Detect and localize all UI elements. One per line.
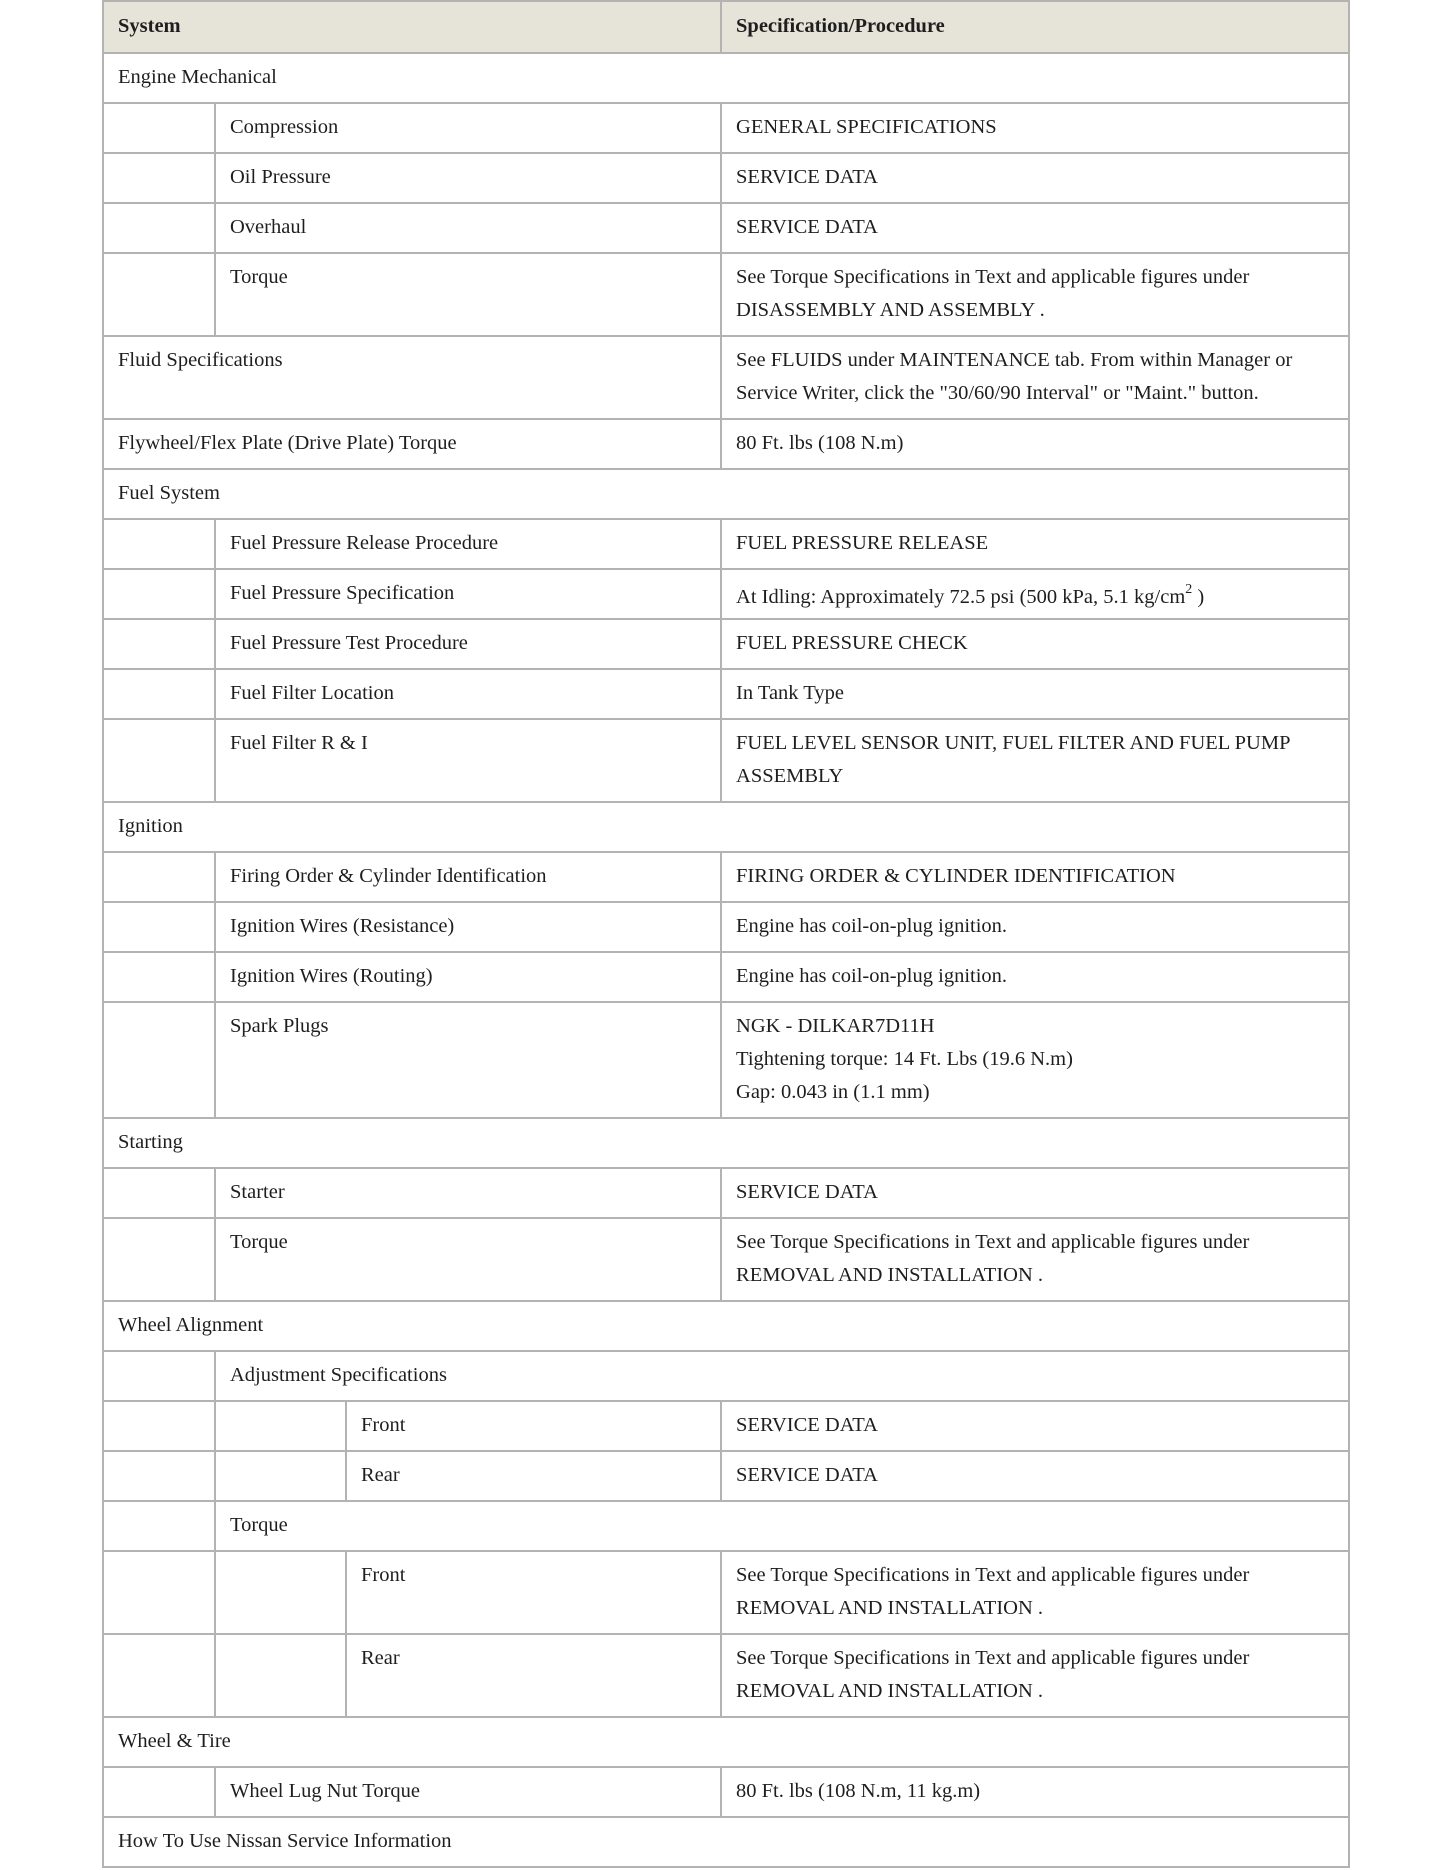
indent-cell (103, 1551, 215, 1634)
indent-cell (103, 1501, 215, 1551)
indent-cell (215, 1551, 346, 1634)
indent-cell (103, 1168, 215, 1218)
table-row (103, 1551, 1349, 1634)
row-label-torque-rear: Rear (346, 1634, 721, 1717)
row-value-fuel-pressure-test: FUEL PRESSURE CHECK (721, 619, 1349, 669)
spark-plug-model: NGK - DILKAR7D11H (736, 1015, 935, 1037)
indent-cell (103, 1767, 215, 1817)
row-label-adjustment-front: Front (346, 1401, 721, 1451)
indent-cell (103, 952, 215, 1002)
subsection-row (103, 1501, 1349, 1551)
row-label-compression: Compression (215, 103, 721, 153)
row-label-lug-nut-torque: Wheel Lug Nut Torque (215, 1767, 721, 1817)
table-row (103, 852, 1349, 902)
table-row (103, 1168, 1349, 1218)
fuel-pressure-spec-text: At Idling: Approximately 72.5 psi (500 kPa, 5.1 kg/cm (736, 586, 1186, 608)
indent-cell (103, 1218, 215, 1301)
indent-cell (103, 253, 215, 336)
table-row (103, 519, 1349, 569)
section-fuel-system: Fuel System (103, 469, 1349, 519)
section-row-alignment (103, 1301, 1349, 1351)
subsection-adjustment-specifications: Adjustment Specifications (215, 1351, 1349, 1401)
table-row (103, 1002, 1349, 1118)
table-row (103, 902, 1349, 952)
section-row-starting (103, 1118, 1349, 1168)
specifications-table (102, 0, 1350, 1868)
table-row (103, 1451, 1349, 1501)
row-value-adjustment-rear: SERVICE DATA (721, 1451, 1349, 1501)
row-label-flywheel-torque: Flywheel/Flex Plate (Drive Plate) Torque (103, 419, 721, 469)
row-value-starting-torque: See Torque Specifications in Text and applicable figures under REMOVAL AND INSTALLATION . (721, 1218, 1349, 1301)
indent-cell (103, 1451, 215, 1501)
row-value-firing-order: FIRING ORDER & CYLINDER IDENTIFICATION (721, 852, 1349, 902)
table-row (103, 1767, 1349, 1817)
indent-cell (103, 902, 215, 952)
table-row (103, 1218, 1349, 1301)
table-row (103, 336, 1349, 419)
row-value-lug-nut-torque: 80 Ft. lbs (108 N.m, 11 kg.m) (721, 1767, 1349, 1817)
row-label-ignition-wires-routing: Ignition Wires (Routing) (215, 952, 721, 1002)
indent-cell (103, 103, 215, 153)
indent-cell (103, 1002, 215, 1118)
table-row (103, 719, 1349, 802)
row-label-oil-pressure: Oil Pressure (215, 153, 721, 203)
indent-cell (103, 1401, 215, 1451)
row-value-torque-rear: See Torque Specifications in Text and applicable figures under REMOVAL AND INSTALLATION . (721, 1634, 1349, 1717)
section-row-engine (103, 53, 1349, 103)
row-label-starter: Starter (215, 1168, 721, 1218)
section-starting: Starting (103, 1118, 1349, 1168)
fuel-pressure-spec-tail: ) (1192, 586, 1205, 608)
table-row (103, 153, 1349, 203)
row-value-fuel-filter-location: In Tank Type (721, 669, 1349, 719)
indent-cell (103, 719, 215, 802)
row-label-engine-torque: Torque (215, 253, 721, 336)
row-value-ignition-wires-routing: Engine has coil-on-plug ignition. (721, 952, 1349, 1002)
table-row (103, 1634, 1349, 1717)
row-value-fluid-specifications: See FLUIDS under MAINTENANCE tab. From within Manager or Service Writer, click the "30/60/90 Interval" or "Maint." button. (721, 336, 1349, 419)
table-row (103, 419, 1349, 469)
row-label-ignition-wires-resistance: Ignition Wires (Resistance) (215, 902, 721, 952)
row-value-oil-pressure: SERVICE DATA (721, 153, 1349, 203)
row-label-fuel-pressure-spec: Fuel Pressure Specification (215, 569, 721, 619)
subsection-row (103, 1351, 1349, 1401)
indent-cell (103, 203, 215, 253)
row-label-fuel-pressure-release: Fuel Pressure Release Procedure (215, 519, 721, 569)
table-row (103, 619, 1349, 669)
section-engine-mechanical: Engine Mechanical (103, 53, 1349, 103)
subsection-alignment-torque: Torque (215, 1501, 1349, 1551)
table-row (103, 203, 1349, 253)
spark-plug-gap: Gap: 0.043 in (1.1 mm) (736, 1081, 930, 1103)
how-to-use-link[interactable]: How To Use Nissan Service Information (103, 1817, 1349, 1867)
section-wheel-tire: Wheel & Tire (103, 1717, 1349, 1767)
row-label-fuel-pressure-test: Fuel Pressure Test Procedure (215, 619, 721, 669)
indent-cell (103, 519, 215, 569)
table-row (103, 253, 1349, 336)
indent-cell (103, 619, 215, 669)
header-system: System (103, 1, 721, 53)
section-row-ignition (103, 802, 1349, 852)
row-value-spark-plugs (721, 1002, 1349, 1118)
row-label-fluid-specifications: Fluid Specifications (103, 336, 721, 419)
row-label-adjustment-rear: Rear (346, 1451, 721, 1501)
table-row (103, 1817, 1349, 1867)
row-value-overhaul: SERVICE DATA (721, 203, 1349, 253)
row-value-compression: GENERAL SPECIFICATIONS (721, 103, 1349, 153)
header-row (103, 1, 1349, 53)
row-value-flywheel-torque: 80 Ft. lbs (108 N.m) (721, 419, 1349, 469)
spark-plug-torque: Tightening torque: 14 Ft. Lbs (19.6 N.m) (736, 1048, 1073, 1070)
row-label-spark-plugs: Spark Plugs (215, 1002, 721, 1118)
row-label-fuel-filter-ri: Fuel Filter R & I (215, 719, 721, 802)
row-label-firing-order: Firing Order & Cylinder Identification (215, 852, 721, 902)
row-label-overhaul: Overhaul (215, 203, 721, 253)
indent-cell (103, 1351, 215, 1401)
table-row (103, 569, 1349, 619)
indent-cell (103, 569, 215, 619)
indent-cell (103, 669, 215, 719)
indent-cell (215, 1634, 346, 1717)
row-value-engine-torque: See Torque Specifications in Text and applicable figures under DISASSEMBLY AND ASSEMBLY . (721, 253, 1349, 336)
row-label-fuel-filter-location: Fuel Filter Location (215, 669, 721, 719)
section-ignition: Ignition (103, 802, 1349, 852)
table-row (103, 669, 1349, 719)
indent-cell (215, 1401, 346, 1451)
row-value-fuel-pressure-spec (721, 569, 1349, 619)
indent-cell (103, 153, 215, 203)
section-row-wheel-tire (103, 1717, 1349, 1767)
row-label-starting-torque: Torque (215, 1218, 721, 1301)
row-value-torque-front: See Torque Specifications in Text and applicable figures under REMOVAL AND INSTALLATION . (721, 1551, 1349, 1634)
superscript-two: 2 (1185, 582, 1193, 598)
row-value-starter: SERVICE DATA (721, 1168, 1349, 1218)
row-value-fuel-pressure-release: FUEL PRESSURE RELEASE (721, 519, 1349, 569)
section-wheel-alignment: Wheel Alignment (103, 1301, 1349, 1351)
indent-cell (215, 1451, 346, 1501)
header-specification: Specification/Procedure (721, 1, 1349, 53)
row-value-adjustment-front: SERVICE DATA (721, 1401, 1349, 1451)
indent-cell (103, 1634, 215, 1717)
indent-cell (103, 852, 215, 902)
table-row (103, 1401, 1349, 1451)
section-row-fuel (103, 469, 1349, 519)
table-row (103, 952, 1349, 1002)
row-value-fuel-filter-ri: FUEL LEVEL SENSOR UNIT, FUEL FILTER AND FUEL PUMP ASSEMBLY (721, 719, 1349, 802)
row-label-torque-front: Front (346, 1551, 721, 1634)
table-row (103, 103, 1349, 153)
row-value-ignition-wires-resistance: Engine has coil-on-plug ignition. (721, 902, 1349, 952)
